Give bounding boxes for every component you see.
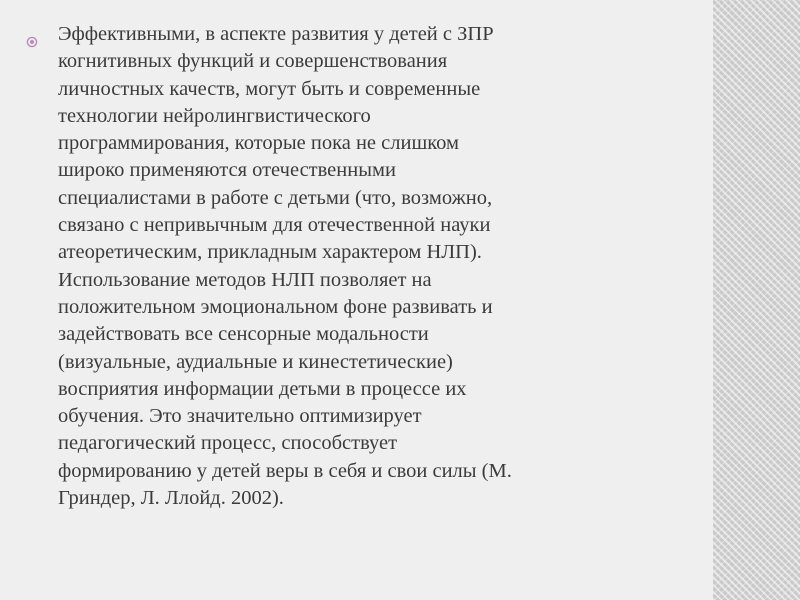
text-line: специалистами в работе с детьми (что, возможно,	[58, 186, 493, 209]
text-line: личностных качеств, могут быть и современные	[58, 77, 481, 100]
text-line: педагогический процесс, способствует	[58, 432, 398, 455]
circle-bullet-icon	[26, 36, 38, 48]
text-line: связано с непривычным для отечественной науки	[58, 214, 491, 237]
text-line: (визуальные, аудиальные и кинестетические)	[58, 350, 453, 373]
text-line: Гриндер, Л. Ллойд. 2002).	[58, 487, 284, 510]
decorative-side-panel	[713, 0, 800, 600]
text-line: обучения. Это значительно оптимизирует	[58, 405, 422, 428]
text-line: Эффективными, в аспекте развития у детей с ЗПР	[58, 23, 494, 45]
text-line: широко применяются отечественными	[58, 159, 396, 182]
text-line: положительном эмоциональном фоне развивать и	[58, 295, 493, 318]
text-line: задействовать все сенсорные модальности	[58, 323, 429, 346]
text-line: восприятия информации детьми в процессе их	[58, 377, 467, 400]
text-line: технологии нейролингвистического	[58, 104, 371, 127]
slide-body-text	[58, 21, 698, 512]
text-line: формированию у детей веры в себя и свои силы (М.	[58, 459, 512, 482]
text-line: программирования, которые пока не слишком	[58, 132, 459, 155]
text-line: атеоретическим, прикладным характером НЛП).	[58, 241, 482, 264]
text-line: когнитивных функций и совершенствования	[58, 50, 448, 73]
text-line: Использование методов НЛП позволяет на	[58, 268, 432, 291]
